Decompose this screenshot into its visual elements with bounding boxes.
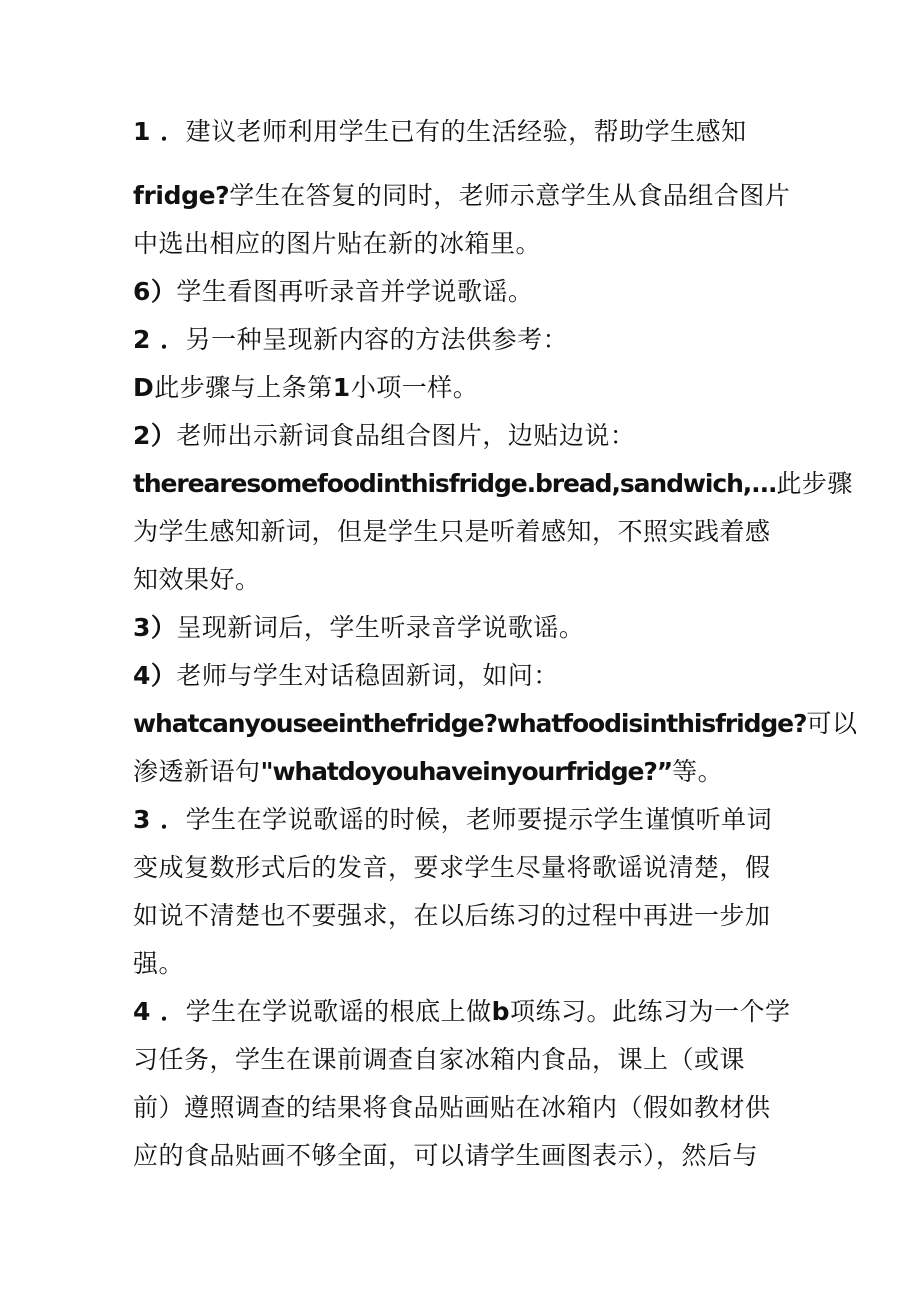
text-line-2 [133,172,798,220]
paragraph-text: 学生在答复的同时，老师示意学生从食品组合图片 [229,181,791,210]
paragraph-text: 变成复数形式后的发音，要求学生尽量将歌谣说清楚，假 [133,853,771,882]
list-number: 4） [133,661,177,690]
text-line-3 [133,220,798,268]
text-line-11 [133,604,798,652]
text-line-16 [133,844,798,892]
paragraph-text: 老师与学生对话稳固新词，如问： [176,661,559,690]
paragraph-text: 此步骤 [776,469,853,498]
list-number: 1 ． [133,117,186,146]
text-line-10 [133,556,798,604]
paragraph-text: 强。 [133,949,185,978]
paragraph-text: 建议老师利用学生已有的生活经验，帮助学生感知 [185,117,747,146]
text-line-14 [133,748,798,796]
paragraph-text: 等。 [672,757,724,786]
paragraph-text: 学生看图再听录音并学说歌谣。 [176,277,534,306]
text-line-9 [133,508,798,556]
list-number: 3 ． [133,805,186,834]
english-text: "whatdoyouhaveinyourfridge?” [260,757,673,786]
paragraph-text: 为学生感知新词，但是学生只是听着感知，不照实践着感 [133,517,771,546]
document-body [133,108,858,1180]
text-line-21 [133,1084,798,1132]
text-line-15 [133,796,798,844]
list-number: 6） [133,277,177,306]
paragraph-text: 小项一样。 [350,373,479,402]
list-number: 2） [133,421,177,450]
text-line-13 [133,700,858,748]
paragraph-text: 此步骤与上条第 [154,373,333,402]
paragraph-text: 如说不清楚也不要强求，在以后练习的过程中再进一步加 [133,901,771,930]
paragraph-text: 应的食品贴画不够全面，可以请学生画图表示），然后与 [133,1141,759,1170]
text-line-7 [133,412,798,460]
list-number: 4 ． [133,997,186,1026]
paragraph-text: 呈现新词后，学生听录音学说歌谣。 [176,613,585,642]
text-line-18 [133,940,798,988]
english-text: whatcanyouseeinthefridge?whatfoodisinthisfridge? [133,709,807,738]
paragraph-text: 知效果好。 [133,565,261,594]
list-number: 3） [133,613,177,642]
text-line-1 [133,108,798,156]
inline-letter: b [491,997,511,1026]
paragraph-text: 可以 [806,709,858,738]
text-line-5 [133,316,798,364]
paragraph-text: 学生在学说歌谣的根底上做 [185,997,492,1026]
text-line-8 [133,460,853,508]
list-number: 2 ． [133,325,186,354]
text-line-17 [133,892,798,940]
paragraph-text: 中选出相应的图片贴在新的冰箱里。 [133,229,542,258]
paragraph-text: 另一种呈现新内容的方法供参考： [185,325,569,354]
text-line-20 [133,1036,798,1084]
text-line-22 [133,1132,798,1180]
text-line-4 [133,268,798,316]
text-line-19 [133,988,798,1036]
text-line-12 [133,652,798,700]
paragraph-text: 项练习。此练习为一个学 [510,997,791,1026]
text-line-6 [133,364,798,412]
english-text: fridge? [133,181,230,210]
paragraph-text: 学生在学说歌谣的时候，老师要提示学生谨慎听单词 [185,805,773,834]
english-text: therearesomefoodinthisfridge.bread,sandwich,... [133,469,777,498]
paragraph-text: 习任务，学生在课前调查自家冰箱内食品，课上（或课 [133,1045,746,1074]
paragraph-text: 老师出示新词食品组合图片，边贴边说： [176,421,636,450]
inline-number: 1 [332,373,351,402]
paragraph-text: 渗透新语句 [133,757,261,786]
list-number: D [133,373,155,402]
paragraph-text: 前）遵照调查的结果将食品贴画贴在冰箱内（假如教材供 [133,1093,771,1122]
